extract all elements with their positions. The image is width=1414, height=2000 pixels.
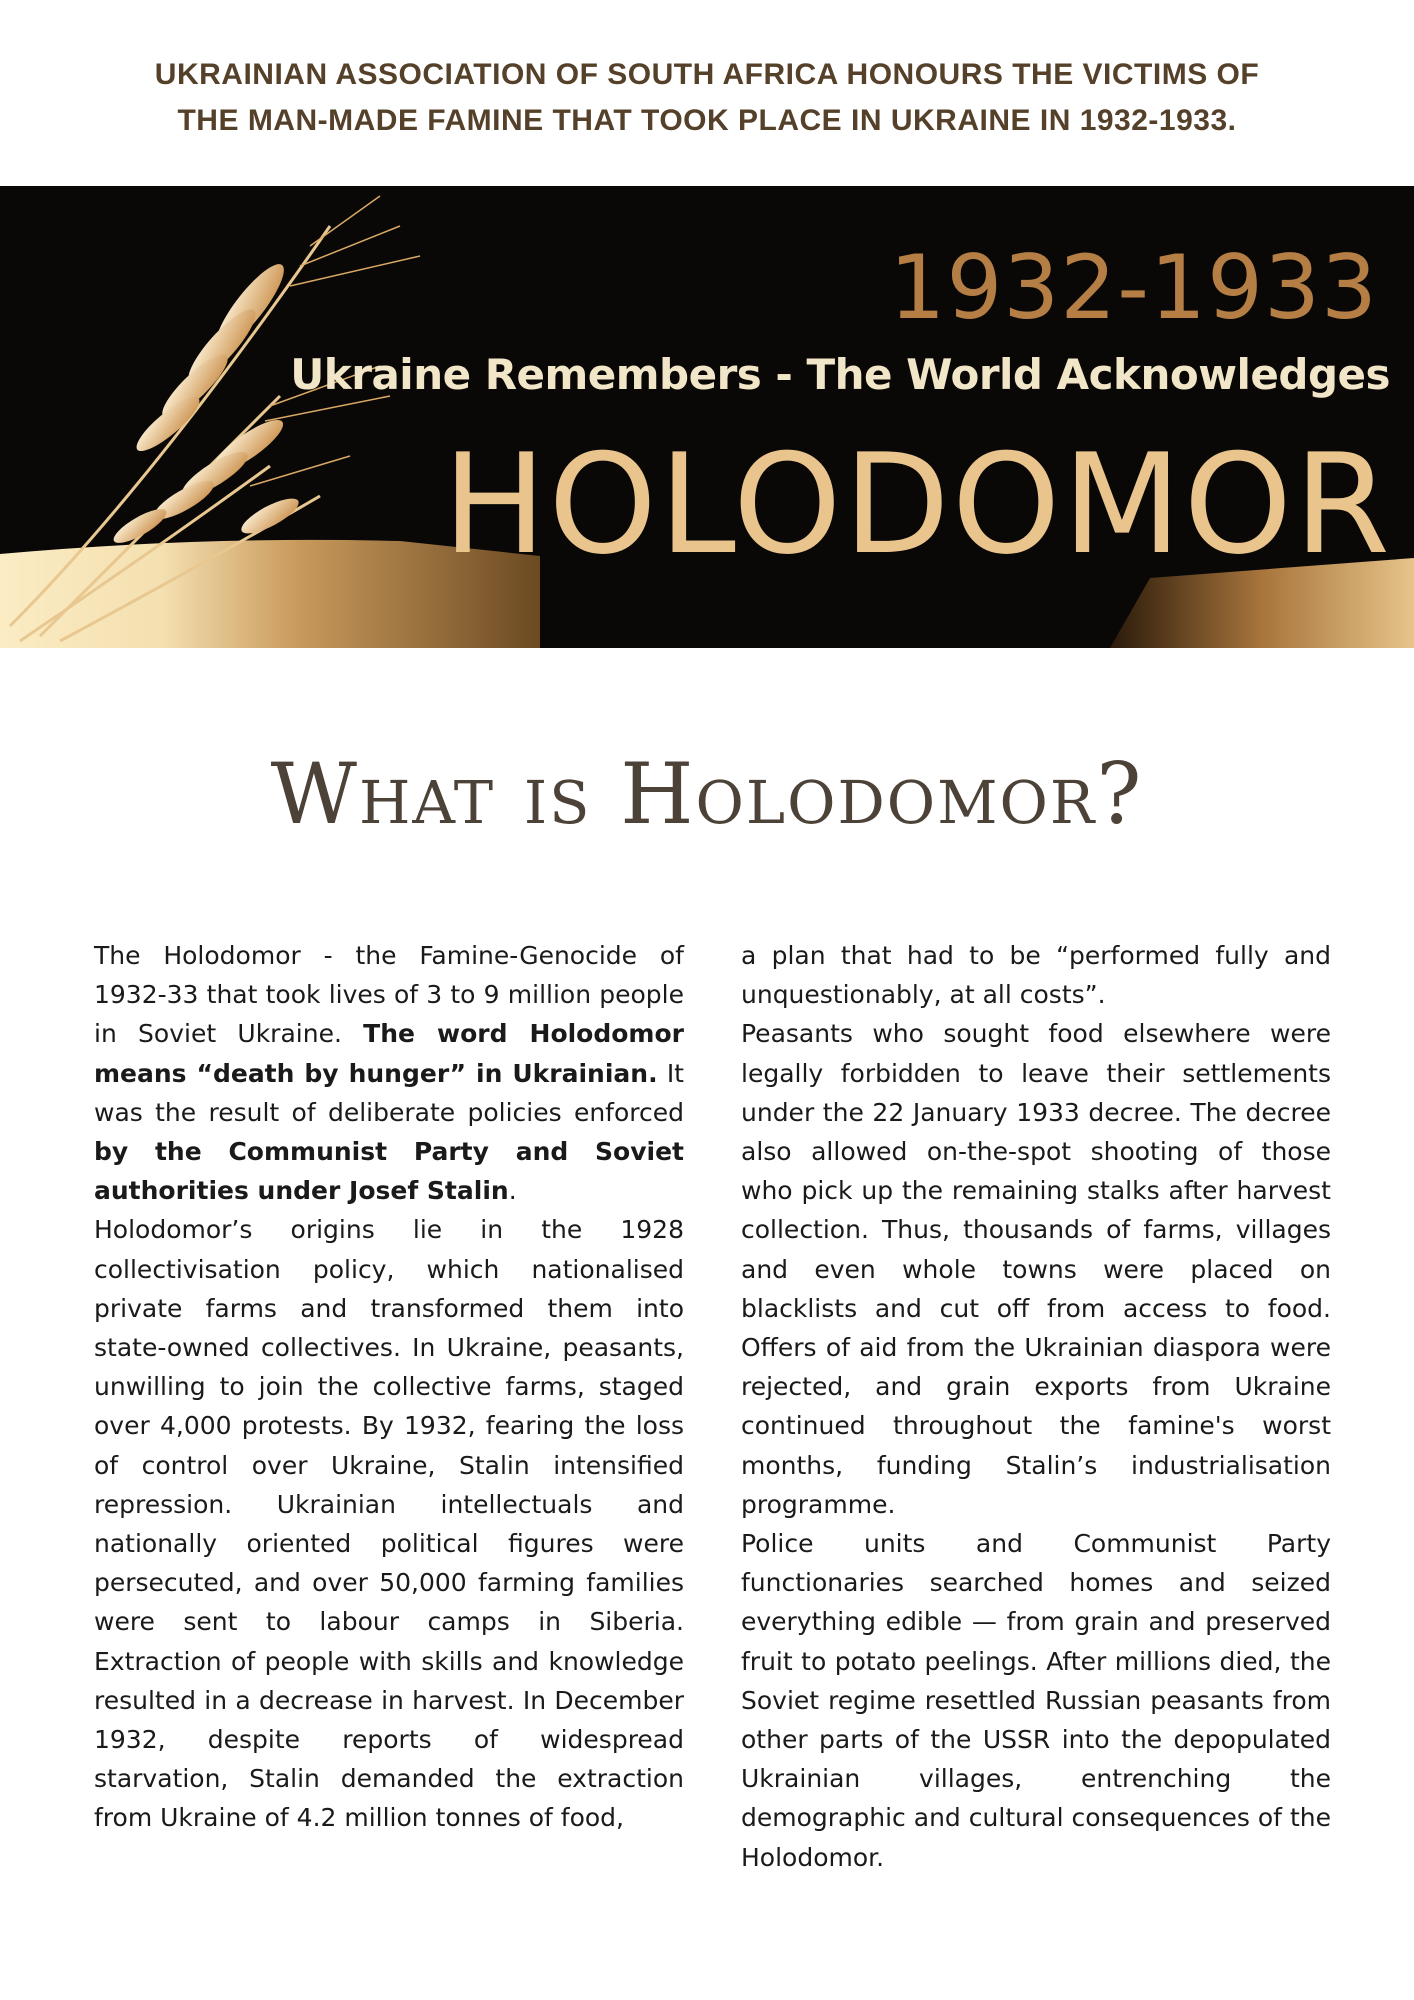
text-span: It was the result of deliberate policies enforced	[94, 1058, 684, 1127]
left-paragraph-1	[94, 936, 684, 1210]
right-paragraph-1: a plan that had to be “performed fully and unquestionably, at all costs”.	[741, 941, 1331, 1010]
header	[0, 52, 1414, 144]
left-column	[94, 936, 684, 1838]
right-paragraph-3: Police units and Communist Party functionaries searched homes and seized everything edible — from grain and preserved fruit to potato peelings. After millions died, the Soviet regime resettled Russian peasants from other parts of the USSR into the depopulated Ukrainian villages, entrenching the demographic and cultural consequences of the Holodomor.	[741, 1529, 1331, 1872]
page-title: What is Holodomor?	[270, 745, 1144, 843]
header-line-2: THE MAN-MADE FAMINE THAT TOOK PLACE IN UKRAINE IN 1932-1933.	[177, 104, 1237, 137]
bold-span: by the Communist Party and Soviet authorities under Josef Stalin	[94, 1137, 684, 1206]
holodomor-banner	[0, 186, 1414, 648]
right-column	[741, 936, 1331, 1877]
banner-holodomor: HOLODOMOR	[442, 424, 1392, 585]
bold-span: The word Holodomor means “death by hunger” in Ukrainian.	[94, 1019, 684, 1088]
left-paragraph-2: Holodomor’s origins lie in the 1928 collectivisation policy, which nationalised private farms and transformed them into state-owned collectives. In Ukraine, peasants, unwilling to join the collective farms, staged over 4,000 protests. By 1932, fearing the loss of control over Ukraine, Stalin intensified repression. Ukrainian intellectuals and nationally oriented political figures were persecuted, and over 50,000 farming families were sent to labour camps in Siberia. Extraction of people with skills and knowledge resulted in a decrease in harvest. In December 1932, despite reports of widespread starvation, Stalin demanded the extraction from Ukraine of 4.2 million tonnes of food,	[94, 1215, 684, 1833]
text-span: .	[508, 1176, 517, 1206]
banner-years: 1932-1933	[889, 236, 1378, 339]
right-paragraph-2: Peasants who sought food elsewhere were legally forbidden to leave their settlements under the 22 January 1933 decree. The decree also allowed on-the-spot shooting of those who pick up the remaining stalks after harvest collection. Thus, thousands of farms, villages and even whole towns were placed on blacklists and cut off from access to food. Offers of aid from the Ukrainian diaspora were rejected, and grain exports from Ukraine continued throughout the famine's worst months, funding Stalin’s industrialisation programme.	[741, 1019, 1331, 1519]
banner-slogan: Ukraine Remembers - The World Acknowledges	[290, 350, 1390, 399]
header-line-1: UKRAINIAN ASSOCIATION OF SOUTH AFRICA HONOURS THE VICTIMS OF	[154, 58, 1260, 91]
text-span: The Holodomor - the Famine-Genocide of 1932-33 that took lives of 3 to 9 million people in Soviet Ukraine.	[94, 941, 684, 1049]
